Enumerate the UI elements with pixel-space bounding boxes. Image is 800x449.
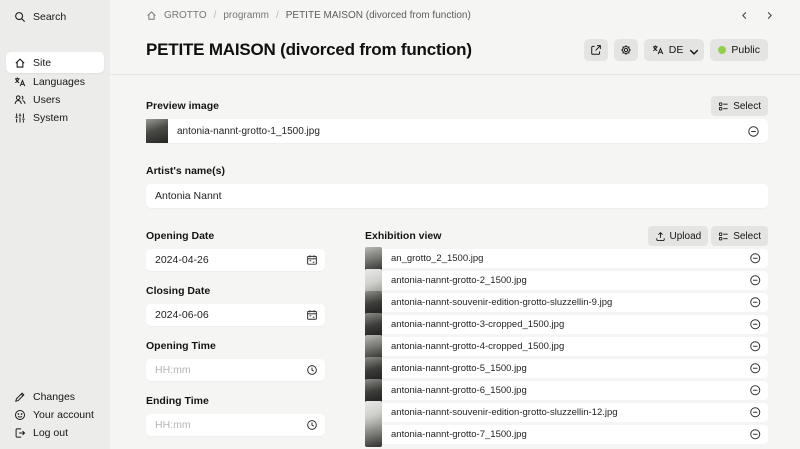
artist-name-section	[146, 164, 768, 208]
exhibition-file-row[interactable]	[365, 381, 768, 400]
remove-file-button[interactable]	[749, 428, 762, 441]
sliders-icon	[14, 112, 26, 124]
pencil-icon	[14, 391, 26, 403]
exhibition-file-row[interactable]	[365, 403, 768, 422]
breadcrumb-item-current: PETITE MAISON (divorced from function)	[285, 10, 471, 21]
settings-button[interactable]	[614, 39, 638, 61]
upload-icon	[655, 231, 666, 242]
sidebar	[0, 0, 110, 449]
breadcrumb-item[interactable]: GROTTO	[164, 10, 207, 21]
sidebar-item-label: Your account	[33, 409, 94, 421]
opening-time-field	[146, 339, 325, 381]
minus-circle-icon	[749, 318, 762, 331]
closing-date-input[interactable]	[146, 304, 325, 326]
header-actions	[584, 39, 768, 61]
preview-image-select-button[interactable]: Select	[711, 96, 768, 116]
sidebar-item-site[interactable]	[6, 52, 104, 73]
file-thumbnail	[146, 119, 168, 143]
file-name: antonia-nannt-grotto-2_1500.jpg	[391, 275, 527, 286]
preview-image-file-row[interactable]	[146, 119, 768, 143]
remove-file-button[interactable]	[749, 252, 762, 265]
exhibition-file-row[interactable]	[365, 293, 768, 312]
remove-file-button[interactable]	[747, 125, 760, 138]
minus-circle-icon	[749, 428, 762, 441]
minus-circle-icon	[749, 296, 762, 309]
exhibition-file-list	[365, 249, 768, 444]
opening-time-input[interactable]	[146, 359, 325, 381]
sidebar-item-label: Log out	[33, 427, 69, 439]
opening-date-label: Opening Date	[146, 230, 215, 242]
prev-next-pager	[740, 11, 774, 20]
search-icon	[14, 11, 26, 23]
exhibition-upload-button[interactable]: Upload	[648, 226, 709, 246]
exhibition-file-row[interactable]	[365, 337, 768, 356]
remove-file-button[interactable]	[749, 318, 762, 331]
exhibition-file-row[interactable]	[365, 271, 768, 290]
checklist-icon	[718, 101, 729, 112]
main-area	[110, 0, 800, 440]
remove-file-button[interactable]	[749, 296, 762, 309]
artist-name-input[interactable]	[146, 184, 768, 208]
opening-date-field	[146, 229, 325, 271]
remove-file-button[interactable]	[749, 340, 762, 353]
dates-column	[146, 229, 325, 449]
remove-file-button[interactable]	[749, 274, 762, 287]
minus-circle-icon	[749, 384, 762, 397]
remove-file-button[interactable]	[749, 384, 762, 397]
file-name: antonia-nannt-grotto-3-cropped_1500.jpg	[391, 319, 565, 330]
file-name: antonia-nannt-grotto-1_1500.jpg	[177, 125, 320, 137]
breadcrumb	[146, 10, 471, 21]
sidebar-item-languages[interactable]	[6, 73, 104, 91]
page-title: PETITE MAISON (divorced from function)	[146, 40, 472, 59]
external-link-icon	[590, 44, 602, 56]
checklist-icon	[718, 231, 729, 242]
sidebar-item-search[interactable]	[6, 8, 104, 26]
preview-image-label: Preview image	[146, 100, 219, 112]
file-thumbnail	[365, 247, 382, 271]
translate-icon	[652, 44, 664, 56]
minus-circle-icon	[749, 340, 762, 353]
file-thumbnail	[365, 269, 382, 293]
breadcrumb-separator: /	[275, 10, 279, 21]
users-icon	[14, 94, 26, 106]
sidebar-item-label: Search	[33, 11, 67, 23]
file-thumbnail	[365, 291, 382, 315]
clock-icon[interactable]	[306, 364, 318, 376]
file-name: antonia-nannt-souvenir-edition-grotto-sluzzellin-12.jpg	[391, 407, 618, 418]
page-header	[110, 31, 800, 75]
exhibition-file-row[interactable]	[365, 359, 768, 378]
file-name: antonia-nannt-grotto-7_1500.jpg	[391, 429, 527, 440]
sidebar-footer	[6, 388, 104, 442]
calendar-icon[interactable]	[306, 254, 318, 266]
artist-name-label: Artist's name(s)	[146, 165, 225, 177]
sidebar-menu	[6, 52, 104, 127]
status-button[interactable]	[710, 39, 768, 61]
exhibition-view-label: Exhibition view	[365, 230, 442, 242]
language-code: DE	[668, 44, 684, 56]
file-name: an_grotto_2_1500.jpg	[391, 253, 484, 264]
closing-date-field	[146, 284, 325, 326]
calendar-icon[interactable]	[306, 309, 318, 321]
file-thumbnail	[365, 401, 382, 425]
sidebar-item-logout[interactable]	[6, 424, 104, 442]
sidebar-item-account[interactable]	[6, 406, 104, 424]
sidebar-item-label: Languages	[33, 76, 85, 88]
opening-date-input[interactable]	[146, 249, 325, 271]
gear-icon	[620, 44, 632, 56]
sidebar-item-label: Users	[33, 94, 61, 106]
chevron-down-icon	[688, 46, 696, 54]
minus-circle-icon	[749, 252, 762, 265]
form-content	[110, 75, 800, 449]
clock-icon[interactable]	[306, 419, 318, 431]
logout-icon	[14, 427, 26, 439]
status-dot	[718, 46, 726, 54]
minus-circle-icon	[747, 125, 760, 138]
preview-image-section	[146, 99, 768, 143]
exhibition-file-row[interactable]	[365, 249, 768, 268]
columns	[146, 229, 768, 449]
chevron-left-icon[interactable]	[740, 11, 749, 20]
language-select-button[interactable]	[644, 39, 705, 61]
ending-time-input[interactable]	[146, 414, 325, 436]
home-icon[interactable]	[146, 10, 157, 21]
breadcrumb-separator: /	[213, 10, 217, 21]
status-label: Public	[731, 44, 760, 56]
account-icon	[14, 409, 26, 421]
file-name: antonia-nannt-grotto-6_1500.jpg	[391, 385, 527, 396]
file-name: antonia-nannt-grotto-4-cropped_1500.jpg	[391, 341, 565, 352]
sidebar-item-changes[interactable]	[6, 388, 104, 406]
file-name: antonia-nannt-grotto-5_1500.jpg	[391, 363, 527, 374]
sidebar-item-users[interactable]	[6, 91, 104, 109]
file-name: antonia-nannt-souvenir-edition-grotto-sluzzellin-9.jpg	[391, 297, 613, 308]
breadcrumb-item[interactable]: programm	[223, 10, 269, 21]
exhibition-file-row[interactable]	[365, 425, 768, 444]
minus-circle-icon	[749, 274, 762, 287]
sidebar-item-label: Changes	[33, 391, 76, 403]
file-thumbnail	[365, 335, 382, 359]
chevron-right-icon[interactable]	[765, 11, 774, 20]
translate-icon	[14, 76, 26, 88]
exhibition-view-column	[365, 229, 768, 444]
file-thumbnail	[365, 357, 382, 381]
file-thumbnail	[365, 313, 382, 337]
closing-date-label: Closing Date	[146, 285, 211, 297]
sidebar-item-system[interactable]	[6, 109, 104, 127]
file-thumbnail	[365, 423, 382, 447]
remove-file-button[interactable]	[749, 362, 762, 375]
sidebar-item-label: System	[33, 112, 69, 124]
ending-time-field	[146, 394, 325, 436]
ending-time-label: Ending Time	[146, 395, 209, 407]
home-icon	[14, 57, 26, 69]
remove-file-button[interactable]	[749, 406, 762, 419]
exhibition-select-button[interactable]: Select	[711, 226, 768, 246]
minus-circle-icon	[749, 406, 762, 419]
open-preview-button[interactable]	[584, 39, 608, 61]
exhibition-file-row[interactable]	[365, 315, 768, 334]
file-thumbnail	[365, 379, 382, 403]
topbar	[110, 0, 800, 31]
minus-circle-icon	[749, 362, 762, 375]
sidebar-item-label: Site	[33, 56, 52, 69]
opening-time-label: Opening Time	[146, 340, 216, 352]
